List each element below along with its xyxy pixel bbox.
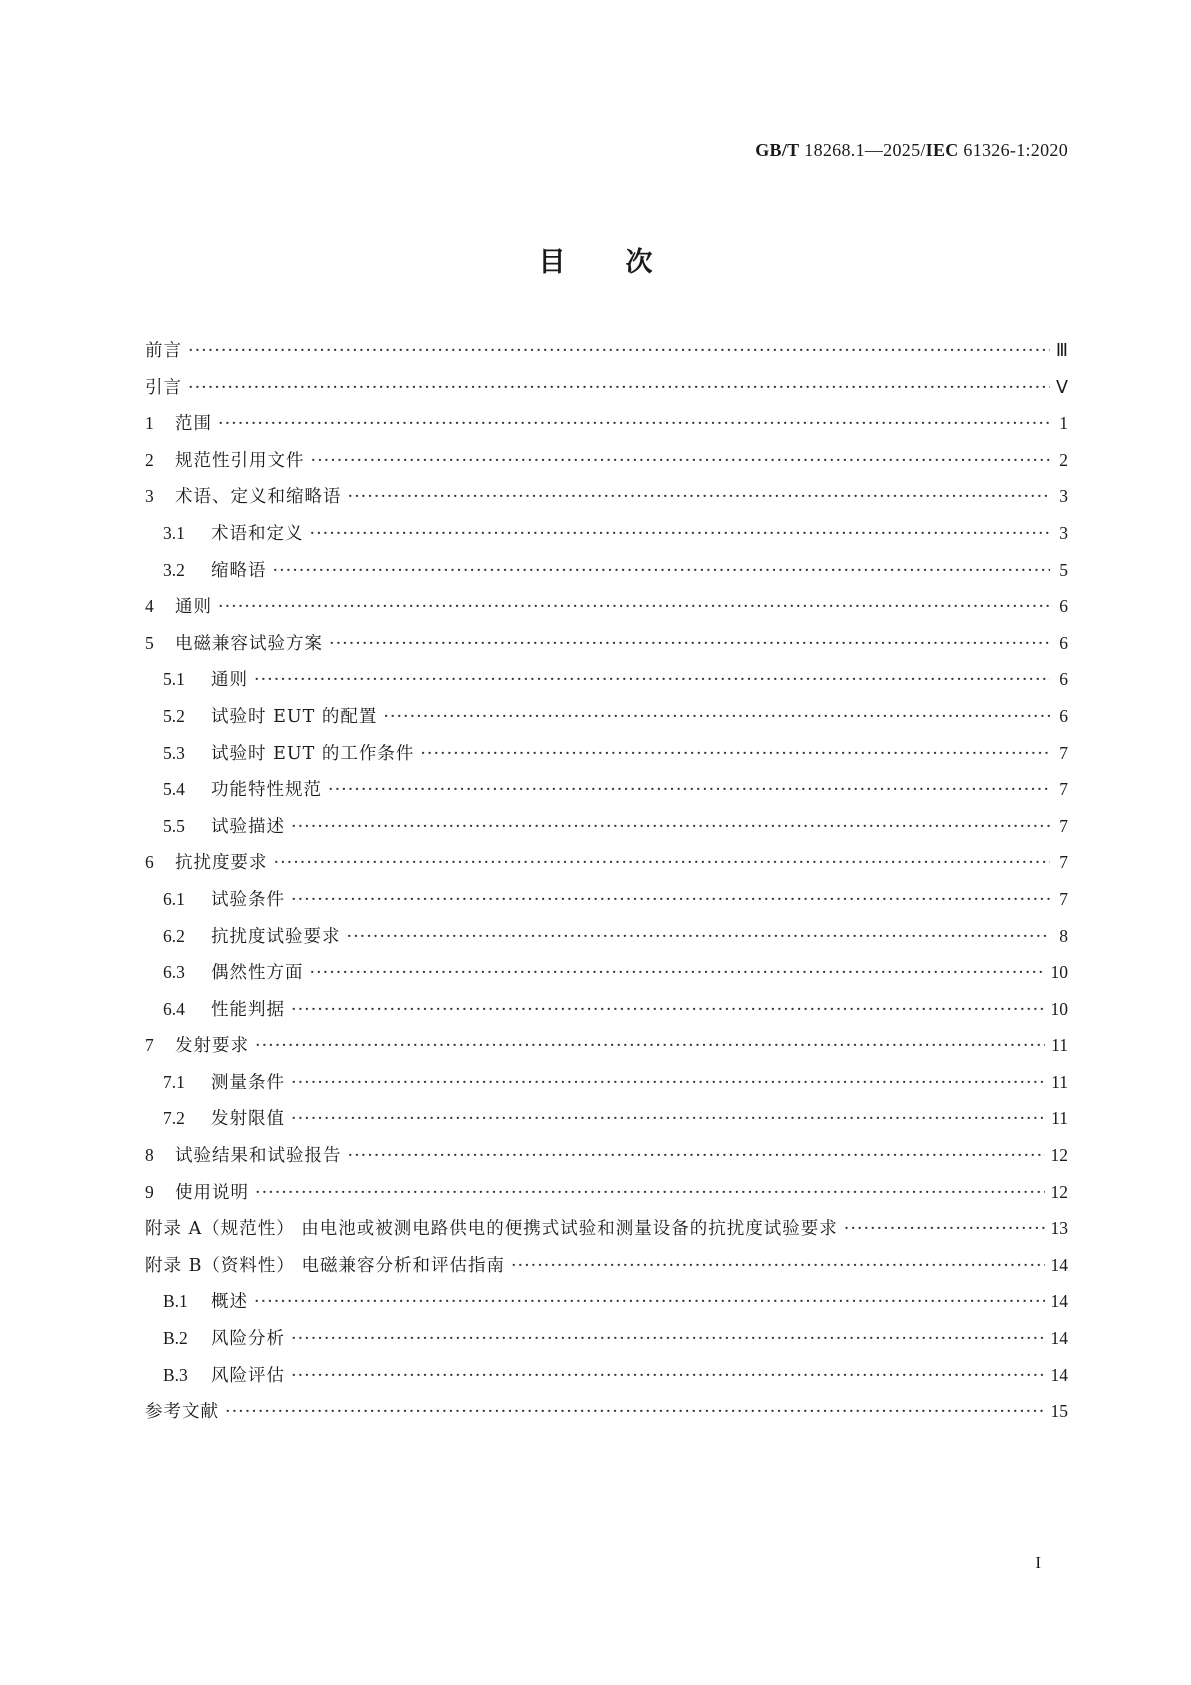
iec-number: 61326-1:2020 [958,140,1068,160]
toc-entry[interactable] [145,1142,1068,1179]
toc-entry[interactable] [145,1252,1068,1289]
toc-entry[interactable] [145,703,1068,740]
toc-entry-number: 9 [145,1181,154,1202]
toc-entry-number: 5.3 [163,742,185,763]
toc-entry-title: 范围 [175,414,212,435]
toc-entry-number: 2 [145,449,154,470]
toc-leader-dots [347,927,1051,947]
toc-entry-page: 14 [1050,1254,1068,1275]
toc-entry-page: 11 [1051,1071,1068,1092]
toc-leader-dots [255,1036,1045,1056]
toc-entry[interactable] [145,996,1068,1033]
toc-entry-title: 术语、定义和缩略语 [175,487,342,508]
toc-entry[interactable] [145,1032,1068,1069]
toc-entry[interactable] [145,337,1068,374]
toc-entry-title: 术语和定义 [211,523,304,544]
toc-entry-title: 试验条件 [211,889,285,910]
toc-entry-title: 通则 [175,597,212,618]
toc-leader-dots [188,341,1050,361]
toc-entry-page: 6 [1059,596,1068,617]
toc-entry[interactable] [145,886,1068,923]
toc-entry-title: 抗扰度要求 [175,853,268,874]
toc-entry-title: 缩略语 [211,560,267,581]
toc-entry-title: 风险分析 [211,1329,285,1350]
toc-entry-title: 附录 A（规范性） 由电池或被测电路供电的便携式试验和测量设备的抗扰度试验要求 [145,1219,838,1240]
toc-entry-page: 14 [1050,1328,1068,1349]
toc-entry-title: 使用说明 [175,1182,249,1203]
toc-entry[interactable] [145,374,1068,411]
toc-leader-dots [291,1000,1045,1020]
toc-entry-title: 电磁兼容试验方案 [175,633,323,654]
toc-entry-page: 6 [1059,705,1068,726]
toc-entry-page: 10 [1050,962,1068,983]
toc-leader-dots [225,1402,1045,1422]
toc-leader-dots [291,1366,1045,1386]
toc-leader-dots [310,963,1045,983]
toc-entry[interactable] [145,520,1068,557]
toc-entry-number: B.3 [163,1364,188,1385]
toc-entry[interactable] [145,959,1068,996]
toc-entry-page: 6 [1059,669,1068,690]
toc-entry-page: 3 [1059,522,1068,543]
toc-leader-dots [291,817,1050,837]
toc-entry-page: 12 [1050,1145,1068,1166]
toc-entry-title: 试验时 EUT 的工作条件 [211,743,415,764]
toc-entry-title: 试验时 EUT 的配置 [211,706,378,727]
toc-entry-title: 规范性引用文件 [175,450,305,471]
toc-entry-page: Ⅴ [1056,376,1068,397]
toc-entry-number: 6.3 [163,962,185,983]
standard-prefix: GB/T [755,140,800,160]
toc-entry[interactable] [145,776,1068,813]
toc-entry-number: 5.2 [163,705,185,726]
toc-entry-page: 12 [1050,1181,1068,1202]
toc-entry[interactable] [145,1398,1068,1435]
toc-entry[interactable] [145,1288,1068,1325]
title-char-1: 目 [538,247,566,278]
toc-entry-title: 前言 [145,341,182,361]
toc-entry[interactable] [145,1105,1068,1142]
toc-entry[interactable] [145,1325,1068,1362]
table-of-contents [145,337,1068,1435]
iec-prefix: IEC [925,140,959,160]
page-title [0,240,1191,279]
toc-leader-dots [329,634,1050,654]
toc-entry[interactable] [145,1179,1068,1216]
toc-entry-page: 5 [1059,559,1068,580]
toc-entry-number: 5.1 [163,669,185,690]
toc-entry-title: 发射要求 [175,1036,249,1057]
toc-entry-number: 3.1 [163,522,185,543]
toc-entry-number: 3 [145,486,154,507]
toc-entry-title: 测量条件 [211,1072,285,1093]
toc-entry-number: 6.1 [163,888,185,909]
toc-leader-dots [218,597,1050,617]
toc-entry-number: 3.2 [163,559,185,580]
toc-entry[interactable] [145,666,1068,703]
toc-entry-number: 5.5 [163,815,185,836]
toc-entry[interactable] [145,557,1068,594]
toc-entry-title: 偶然性方面 [211,963,304,984]
toc-entry-page: 10 [1050,998,1068,1019]
toc-entry-title: 附录 B（资料性） 电磁兼容分析和评估指南 [145,1255,505,1276]
toc-entry-number: 7.2 [163,1108,185,1129]
toc-entry-title: 发射限值 [211,1109,285,1130]
toc-entry-title: 抗扰度试验要求 [211,926,341,947]
toc-entry[interactable] [145,849,1068,886]
toc-entry-title: 引言 [145,377,182,398]
toc-entry-title: 风险评估 [211,1365,285,1386]
toc-entry-page: 11 [1051,1108,1068,1129]
toc-leader-dots [511,1256,1045,1276]
toc-entry-page: 8 [1059,925,1068,946]
toc-entry-number: 8 [145,1145,154,1166]
toc-entry-title: 试验描述 [211,816,285,837]
toc-leader-dots [383,707,1050,727]
toc-leader-dots [254,1292,1045,1312]
toc-entry-number: 7 [145,1035,154,1056]
toc-entry-page: 2 [1059,449,1068,470]
toc-entry-number: 5.4 [163,779,185,800]
toc-entry-page: 13 [1050,1218,1068,1239]
standard-number: 18268.1—2025/ [799,140,926,160]
toc-leader-dots [291,1329,1045,1349]
standard-header [755,140,1068,161]
toc-entry-title: 概述 [211,1292,248,1313]
toc-entry[interactable] [145,740,1068,777]
toc-leader-dots [291,1109,1045,1129]
toc-leader-dots [254,670,1050,690]
toc-entry-page: 11 [1051,1035,1068,1056]
toc-entry-number: 6 [145,852,154,873]
toc-entry-page: 14 [1050,1364,1068,1385]
toc-entry[interactable] [145,630,1068,667]
toc-entry-title: 功能特性规范 [211,780,322,801]
toc-leader-dots [274,853,1051,873]
toc-entry-page: 14 [1050,1291,1068,1312]
toc-entry[interactable] [145,1362,1068,1399]
toc-entry[interactable] [145,1069,1068,1106]
toc-entry-number: 5 [145,632,154,653]
toc-leader-dots [310,524,1051,544]
toc-entry-page: 7 [1059,779,1068,800]
toc-leader-dots [328,780,1050,800]
toc-entry[interactable] [145,923,1068,960]
toc-entry-number: B.1 [163,1291,188,1312]
toc-entry-page: 1 [1059,413,1068,434]
toc-leader-dots [844,1219,1045,1239]
toc-entry-number: 4 [145,596,154,617]
toc-entry-page: 7 [1059,815,1068,836]
toc-entry-title: 试验结果和试验报告 [175,1146,342,1167]
toc-leader-dots [348,1146,1045,1166]
toc-leader-dots [218,414,1050,434]
toc-entry[interactable] [145,483,1068,520]
toc-entry-page: 7 [1059,852,1068,873]
toc-leader-dots [420,744,1050,764]
toc-leader-dots [188,378,1050,398]
toc-entry-page: 6 [1059,632,1068,653]
toc-entry[interactable] [145,447,1068,484]
toc-entry-number: B.2 [163,1328,188,1349]
toc-entry-number: 1 [145,413,154,434]
toc-leader-dots [348,487,1051,507]
toc-entry-title: 通则 [211,670,248,691]
toc-entry-page: 3 [1059,486,1068,507]
page-number: I [1035,1553,1041,1572]
toc-entry-page: 7 [1059,888,1068,909]
toc-leader-dots [255,1183,1045,1203]
toc-entry[interactable] [145,813,1068,850]
toc-entry[interactable] [145,1215,1068,1252]
toc-entry[interactable] [145,410,1068,447]
title-char-2: 次 [625,247,653,278]
toc-leader-dots [291,1073,1045,1093]
toc-entry[interactable] [145,593,1068,630]
toc-entry-title: 性能判据 [211,999,285,1020]
toc-leader-dots [291,890,1050,910]
toc-entry-page: 7 [1059,742,1068,763]
toc-entry-page: 15 [1050,1401,1068,1422]
toc-entry-number: 6.4 [163,998,185,1019]
toc-leader-dots [311,451,1051,471]
toc-entry-page: Ⅲ [1055,340,1068,360]
toc-entry-number: 6.2 [163,925,185,946]
toc-entry-number: 7.1 [163,1071,185,1092]
toc-entry-title: 参考文献 [145,1402,219,1423]
toc-leader-dots [273,561,1051,581]
